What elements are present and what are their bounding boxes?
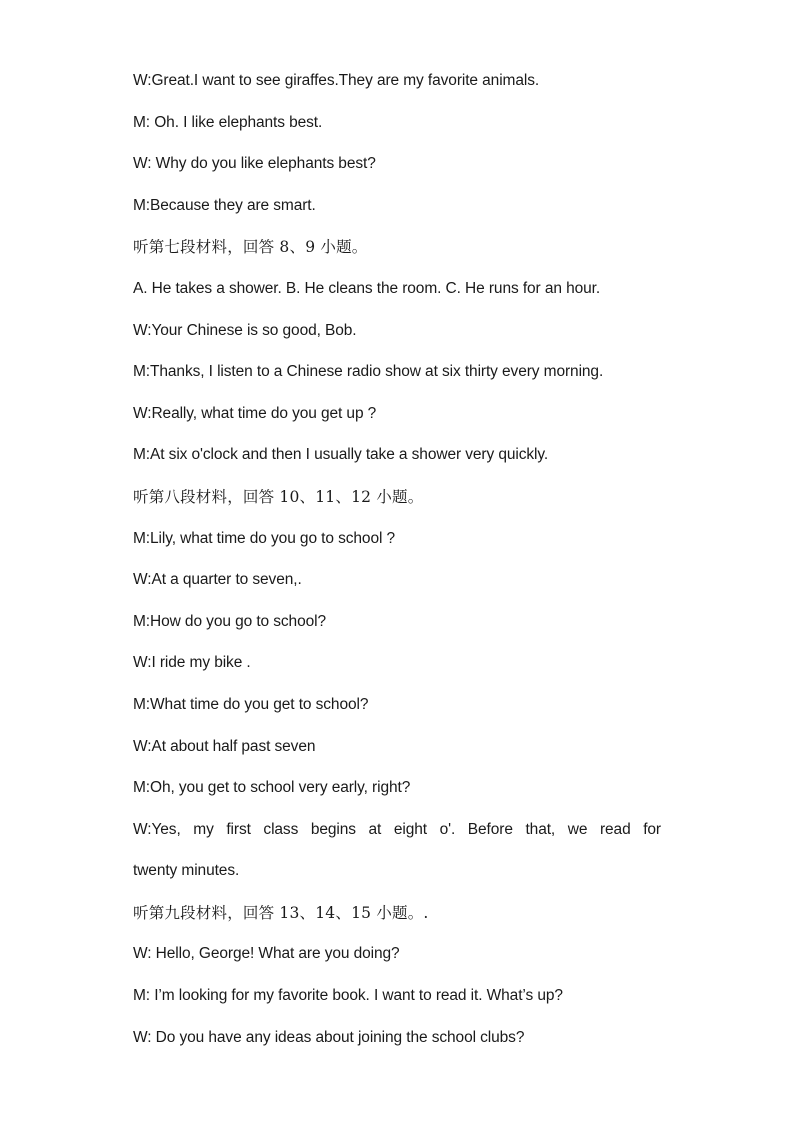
dialogue-line: M: Oh. I like elephants best. — [133, 113, 323, 131]
section-heading: 听第八段材料，回答 10、11、12 小题。 — [133, 487, 424, 506]
dialogue-line-continuation: twenty minutes. — [133, 862, 240, 880]
dialogue-line: W: Why do you like elephants best? — [133, 155, 376, 173]
section-heading: 听第九段材料，回答 13、14、15 小题。. — [133, 903, 429, 922]
dialogue-line: M: I’m looking for my favorite book. I want to read it. What’s up? — [133, 987, 563, 1005]
dialogue-line: W:Your Chinese is so good, Bob. — [133, 321, 357, 339]
dialogue-line: M:Thanks, I listen to a Chinese radio show at six thirty every morning. — [133, 363, 604, 381]
dialogue-line: W:At a quarter to seven,. — [133, 571, 302, 589]
dialogue-line: W: Do you have any ideas about joining the school clubs? — [133, 1028, 525, 1046]
dialogue-line: M:Because they are smart. — [133, 196, 316, 214]
dialogue-line: W:Really, what time do you get up ? — [133, 404, 377, 422]
dialogue-line: W:Yes, my first class begins at eight o'. Before that, we read for — [133, 820, 661, 838]
dialogue-line: W: Hello, George! What are you doing? — [133, 945, 400, 963]
transcript-body — [133, 64, 661, 1062]
dialogue-line: W:I ride my bike . — [133, 654, 251, 672]
dialogue-line: W:At about half past seven — [133, 737, 316, 755]
dialogue-line: M:At six o'clock and then I usually take a shower very quickly. — [133, 446, 549, 464]
dialogue-line: M:What time do you get to school? — [133, 695, 369, 713]
dialogue-line: M:Oh, you get to school very early, right? — [133, 779, 411, 797]
dialogue-line: W:Great.I want to see giraffes.They are my favorite animals. — [133, 72, 540, 89]
dialogue-line: M:How do you go to school? — [133, 612, 326, 630]
section-heading: 听第七段材料，回答 8、9 小题。 — [133, 238, 368, 257]
dialogue-line: M:Lily, what time do you go to school ? — [133, 529, 396, 547]
answer-options: A. He takes a shower. B. He cleans the room. C. He runs for an hour. — [133, 279, 601, 297]
